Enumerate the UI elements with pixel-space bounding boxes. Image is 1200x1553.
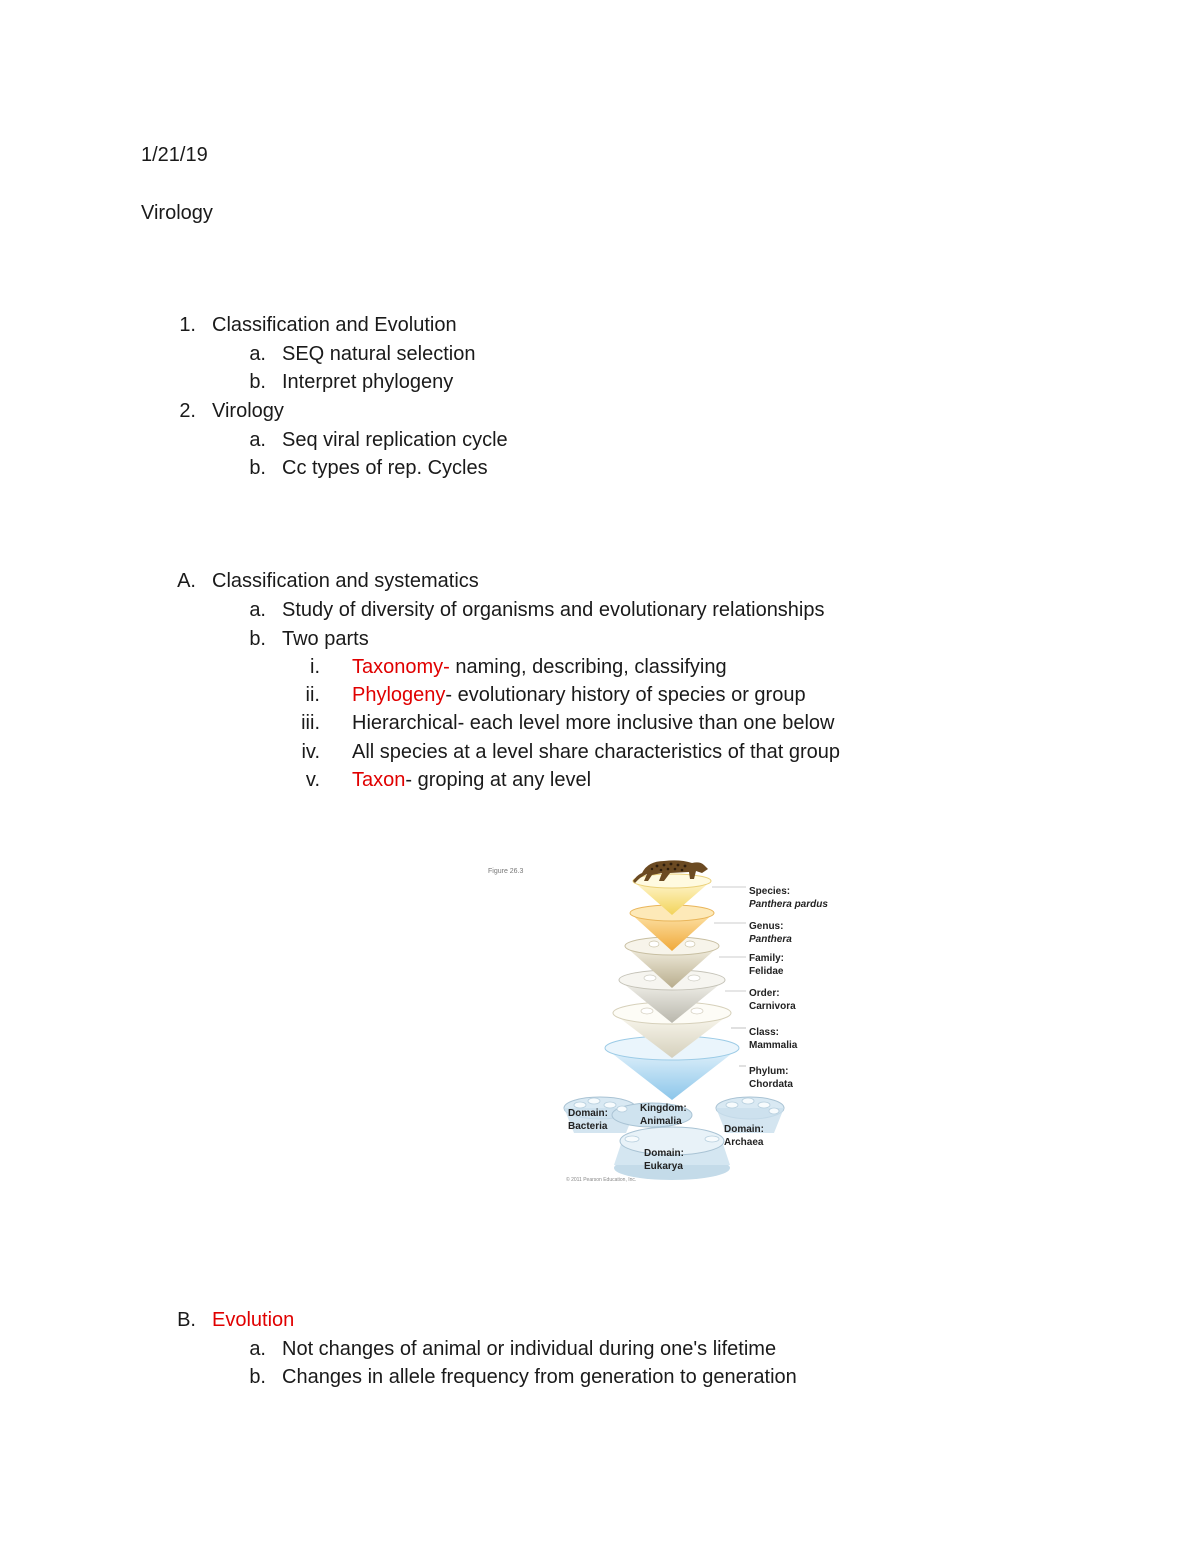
label-order-name: Carnivora	[749, 1001, 796, 1012]
label-domain-archaea: Domain:	[724, 1124, 764, 1135]
label-species-name: Panthera pardus	[749, 899, 828, 910]
label-species: Species:	[749, 886, 791, 897]
label-family-name: Felidae	[749, 966, 784, 977]
list-item	[352, 740, 840, 764]
label-genus-name: Panthera	[749, 934, 792, 945]
list-marker: b.	[249, 371, 266, 393]
list-marker: a.	[249, 1338, 266, 1360]
list-item: Classification and Evolution	[212, 314, 457, 336]
label-phylum-name: Chordata	[749, 1079, 793, 1090]
figure-caption: Figure 26.3	[488, 868, 524, 875]
label-family: Family:	[749, 953, 785, 964]
list-marker: A.	[177, 570, 196, 592]
definition: - evolutionary history of species or group	[445, 684, 806, 706]
label-eukarya: Eukarya	[644, 1161, 683, 1172]
list-item: Study of diversity of organisms and evolutionary relationships	[282, 599, 825, 621]
list-marker: 2.	[179, 400, 196, 422]
list-marker: b.	[249, 1366, 266, 1388]
label-genus: Genus:	[749, 921, 784, 932]
key-term: Taxon	[352, 769, 406, 791]
list-marker: a.	[249, 343, 266, 365]
list-item: SEQ natural selection	[282, 343, 476, 365]
list-item	[352, 768, 591, 792]
list-marker: ii.	[305, 684, 320, 706]
section-heading: Classification and systematics	[212, 570, 479, 592]
list-marker: b.	[249, 628, 266, 650]
label-domain-eukarya: Domain:	[644, 1148, 684, 1159]
label-domain-bacteria: Domain:	[568, 1108, 608, 1119]
definition: Hierarchical- each level more inclusive than one below	[352, 712, 835, 734]
list-marker: a.	[249, 429, 266, 451]
list-item: Virology	[212, 400, 284, 422]
label-bacteria: Bacteria	[568, 1121, 608, 1132]
list-item: Cc types of rep. Cycles	[282, 457, 488, 479]
section-heading: Evolution	[212, 1309, 295, 1331]
list-marker: B.	[177, 1309, 196, 1331]
taxonomy-hierarchy-figure	[482, 843, 862, 1193]
label-class-name: Mammalia	[749, 1040, 798, 1051]
list-item: Interpret phylogeny	[282, 371, 454, 393]
list-marker: b.	[249, 457, 266, 479]
label-phylum: Phylum:	[749, 1066, 789, 1077]
list-marker: i.	[310, 656, 320, 678]
list-marker: 1.	[179, 314, 196, 336]
label-kingdom: Kingdom:	[640, 1103, 687, 1114]
label-order: Order:	[749, 988, 780, 999]
list-marker: iv.	[301, 741, 320, 763]
list-item: Two parts	[282, 628, 369, 650]
note-date: 1/21/19	[141, 144, 208, 166]
list-item	[352, 655, 727, 679]
label-class: Class:	[749, 1027, 780, 1038]
list-marker: a.	[249, 599, 266, 621]
list-marker: iii.	[301, 712, 320, 734]
definition: naming, describing, classifying	[449, 656, 727, 678]
definition: - groping at any level	[405, 769, 592, 791]
list-item: Not changes of animal or individual during one's lifetime	[282, 1338, 777, 1360]
list-item: Changes in allele frequency from generation to generation	[282, 1366, 797, 1388]
label-kingdom-name: Animalia	[640, 1116, 682, 1127]
list-item	[352, 683, 806, 707]
list-item: Seq viral replication cycle	[282, 429, 508, 451]
list-item	[352, 711, 834, 735]
definition: All species at a level share characteristics of that group	[352, 741, 841, 763]
label-archaea: Archaea	[724, 1137, 764, 1148]
figure-copyright: © 2011 Pearson Education, Inc.	[566, 1177, 637, 1183]
list-marker: v.	[305, 769, 320, 791]
key-term: Phylogeny	[352, 684, 446, 706]
key-term: Taxonomy-	[352, 656, 450, 678]
note-title: Virology	[141, 202, 213, 224]
